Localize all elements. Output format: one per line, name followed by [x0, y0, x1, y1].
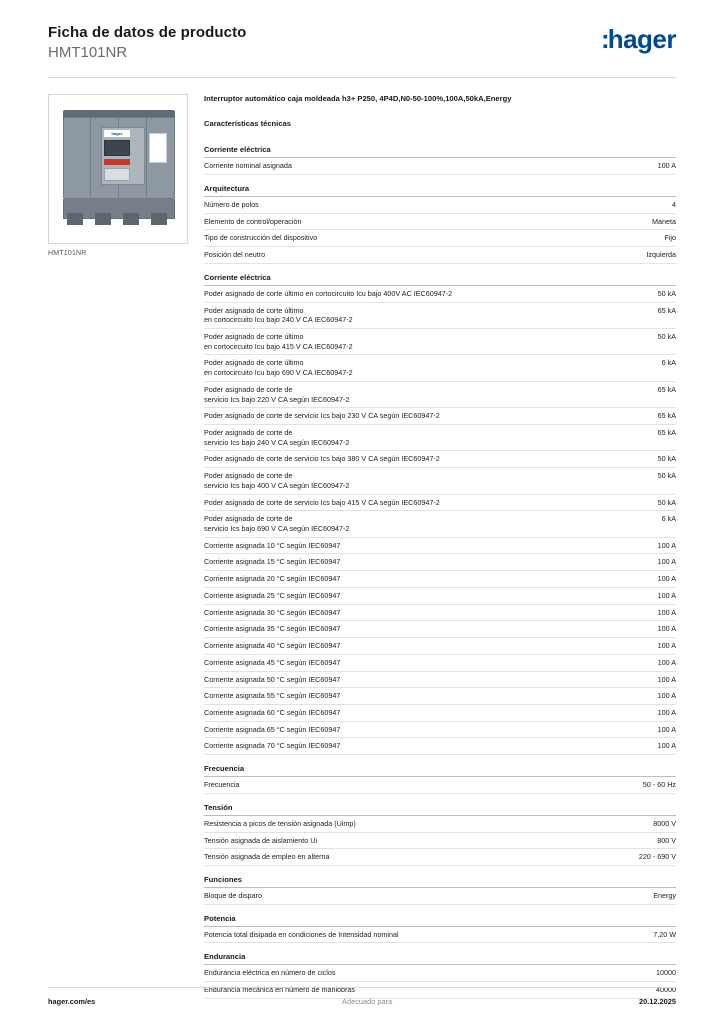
table-row	[204, 537, 676, 554]
spec-value: 100 A	[596, 621, 676, 638]
spec-value: 65 kA	[596, 408, 676, 425]
section-heading: Corriente eléctrica	[204, 145, 676, 158]
section-heading: Frecuencia	[204, 755, 676, 777]
table-row	[204, 408, 676, 425]
spec-label: Frecuencia	[204, 777, 596, 793]
breaker-side-label	[149, 133, 167, 163]
hager-logo	[601, 22, 676, 52]
table-row	[204, 654, 676, 671]
spec-label: Corriente asignada 50 °C según IEC60947	[204, 671, 596, 688]
spec-value: 100 A	[596, 587, 676, 604]
breaker-brand-label: hager	[104, 130, 130, 137]
table-row	[204, 425, 676, 451]
table-row	[204, 688, 676, 705]
spec-label: Corriente asignada 40 °C según IEC60947	[204, 638, 596, 655]
header-divider	[48, 77, 676, 78]
spec-label: Posición del neutro	[204, 247, 596, 264]
table-row	[204, 381, 676, 407]
table-row	[204, 302, 676, 328]
spec-label: Poder asignado de corte último en cortocircuito Icu bajo 240 V CA IEC60947-2	[204, 302, 596, 328]
spec-label: Corriente asignada 45 °C según IEC60947	[204, 654, 596, 671]
spec-label: Resistencia a picos de tensión asignada (Uimp)	[204, 816, 596, 832]
spec-value: 100 A	[596, 704, 676, 721]
table-row	[204, 777, 676, 793]
spec-label: Corriente asignada 10 °C según IEC60947	[204, 537, 596, 554]
spec-value: 100 A	[596, 738, 676, 755]
table-row	[204, 587, 676, 604]
spec-label: Corriente asignada 25 °C según IEC60947	[204, 587, 596, 604]
spec-table	[204, 888, 676, 905]
spec-label: Endurancia mecánica en número de maniobras	[204, 982, 596, 999]
table-row	[204, 571, 676, 588]
breaker-display-window	[104, 140, 130, 156]
spec-value: Izquierda	[596, 247, 676, 264]
table-row	[204, 511, 676, 537]
spec-value: 100 A	[596, 654, 676, 671]
product-image-column	[48, 94, 188, 999]
spec-value: 4	[596, 197, 676, 213]
breaker-terminal	[67, 213, 83, 225]
spec-label: Potencia total disipada en condiciones de Intensidad nominal	[204, 927, 596, 943]
spec-label: Tensión asignada de aislamiento Ui	[204, 832, 596, 849]
table-row	[204, 738, 676, 755]
page-content	[48, 94, 676, 999]
spec-label: Corriente nominal asignada	[204, 158, 596, 174]
spec-value: 100 A	[596, 604, 676, 621]
section-heading: Tensión	[204, 794, 676, 816]
spec-value: 40000	[596, 982, 676, 999]
spec-label: Corriente asignada 35 °C según IEC60947	[204, 621, 596, 638]
table-row	[204, 721, 676, 738]
spec-value: 100 A	[596, 158, 676, 174]
product-reference: HMT101NR	[48, 43, 128, 61]
spec-label: Poder asignado de corte último en cortocircuito Icu bajo 400V AC IEC60947-2	[204, 286, 596, 302]
circuit-breaker-illustration	[63, 117, 175, 221]
spec-value: 50 kA	[596, 286, 676, 302]
spec-value: 6 kA	[596, 511, 676, 537]
footer-date: 20.12.2025	[638, 997, 676, 1006]
breaker-terminal	[95, 213, 111, 225]
table-row	[204, 468, 676, 494]
spec-value: 220 - 690 V	[596, 849, 676, 866]
spec-label: Bloque de disparo	[204, 888, 596, 904]
spec-value: 100 A	[596, 671, 676, 688]
spec-label: Corriente asignada 70 °C según IEC60947	[204, 738, 596, 755]
spec-value: Energy	[596, 888, 676, 904]
spec-value: 65 kA	[596, 381, 676, 407]
technical-characteristics-heading: Características técnicas	[204, 119, 291, 129]
spec-value: 50 kA	[596, 328, 676, 354]
table-row	[204, 158, 676, 174]
spec-value: 65 kA	[596, 425, 676, 451]
spec-label: Poder asignado de corte de servicio Ics bajo 690 V CA según IEC60947-2	[204, 511, 596, 537]
spec-label: Corriente asignada 55 °C según IEC60947	[204, 688, 596, 705]
table-row	[204, 621, 676, 638]
spec-value: 100 A	[596, 688, 676, 705]
spec-value: 50 - 60 Hz	[596, 777, 676, 793]
spec-value: 100 A	[596, 721, 676, 738]
table-row	[204, 671, 676, 688]
table-row	[204, 888, 676, 904]
spec-value: 10000	[596, 965, 676, 981]
table-row	[204, 604, 676, 621]
spec-label: Corriente asignada 15 °C según IEC60947	[204, 554, 596, 571]
breaker-terminal	[123, 213, 139, 225]
spec-table	[204, 197, 676, 264]
page-footer	[48, 987, 676, 1006]
spec-label: Elemento de control/operación	[204, 213, 596, 230]
spec-value: Fijo	[596, 230, 676, 247]
spec-label: Tipo de construcción del dispositivo	[204, 230, 596, 247]
section-heading: Endurancia	[204, 943, 676, 965]
spec-value: 50 kA	[596, 468, 676, 494]
table-row	[204, 704, 676, 721]
section-heading: Potencia	[204, 905, 676, 927]
table-row	[204, 230, 676, 247]
spec-label: Corriente asignada 30 °C según IEC60947	[204, 604, 596, 621]
spec-value: 50 kA	[596, 494, 676, 511]
spec-value: Maneta	[596, 213, 676, 230]
section-heading: Funciones	[204, 866, 676, 888]
table-row	[204, 927, 676, 943]
spec-label: Poder asignado de corte último en cortocircuito Icu bajo 415 V CA IEC60947-2	[204, 328, 596, 354]
table-row	[204, 816, 676, 832]
table-row	[204, 554, 676, 571]
spec-label: Poder asignado de corte de servicio Ics bajo 240 V CA según IEC60947-2	[204, 425, 596, 451]
spec-table	[204, 286, 676, 755]
section-heading: Arquitectura	[204, 175, 676, 197]
table-row	[204, 451, 676, 468]
spec-column	[204, 94, 676, 999]
spec-value: 6 kA	[596, 355, 676, 381]
spec-table	[204, 777, 676, 794]
spec-label: Poder asignado de corte de servicio Ics bajo 230 V CA según IEC60947-2	[204, 408, 596, 425]
table-row	[204, 197, 676, 213]
page-header	[48, 22, 676, 77]
spec-value: 50 kA	[596, 451, 676, 468]
table-row	[204, 849, 676, 866]
table-row	[204, 494, 676, 511]
header-titles	[48, 22, 246, 63]
spec-value: 100 A	[596, 537, 676, 554]
product-image-caption: HMT101NR	[48, 249, 87, 257]
spec-label: Poder asignado de corte de servicio Ics bajo 415 V CA según IEC60947-2	[204, 494, 596, 511]
table-row	[204, 832, 676, 849]
spec-label: Poder asignado de corte de servicio Ics bajo 220 V CA según IEC60947-2	[204, 381, 596, 407]
product-image	[48, 94, 188, 244]
page-title: Ficha de datos de producto	[48, 24, 247, 41]
spec-label: Corriente asignada 65 °C según IEC60947	[204, 721, 596, 738]
footer-note: Adecuado para	[342, 997, 393, 1006]
spec-value: 7,20 W	[596, 927, 676, 943]
table-row	[204, 328, 676, 354]
table-row	[204, 355, 676, 381]
table-row	[204, 965, 676, 981]
spec-value: 100 A	[596, 571, 676, 588]
spec-label: Poder asignado de corte de servicio Ics bajo 380 V CA según IEC60947-2	[204, 451, 596, 468]
table-row	[204, 638, 676, 655]
spec-label: Número de polos	[204, 197, 596, 213]
breaker-seam	[90, 117, 91, 199]
breaker-seam	[146, 117, 147, 199]
logo-wordmark: hager	[607, 24, 676, 54]
breaker-trip-indicator	[104, 159, 130, 165]
spec-value: 800 V	[596, 832, 676, 849]
spec-value: 100 A	[596, 554, 676, 571]
spec-value: 65 kA	[596, 302, 676, 328]
table-row	[204, 247, 676, 264]
product-description: Interruptor automático caja moldeada h3+ P250, 4P4D,N0-50-100%,100A,50kA,Energy	[204, 93, 512, 103]
spec-table	[204, 158, 676, 175]
spec-label: Corriente asignada 20 °C según IEC60947	[204, 571, 596, 588]
breaker-handle	[104, 168, 130, 181]
spec-label: Corriente asignada 60 °C según IEC60947	[204, 704, 596, 721]
spec-label: Poder asignado de corte de servicio Ics bajo 400 V CA según IEC60947-2	[204, 468, 596, 494]
footer-website[interactable]: hager.com/es	[48, 997, 96, 1006]
logo-colon-icon: :	[601, 24, 608, 54]
section-heading: Corriente eléctrica	[204, 264, 676, 286]
spec-label: Tensión asignada de empleo en alterna	[204, 849, 596, 866]
spec-sections	[204, 145, 676, 999]
spec-label: Endurancia eléctrica en número de ciclos	[204, 965, 596, 981]
spec-table	[204, 927, 676, 944]
spec-table	[204, 816, 676, 866]
spec-value: 100 A	[596, 638, 676, 655]
table-row	[204, 213, 676, 230]
spec-label: Poder asignado de corte último en cortocircuito Icu bajo 690 V CA IEC60947-2	[204, 355, 596, 381]
spec-value: 8000 V	[596, 816, 676, 832]
breaker-terminal	[151, 213, 167, 225]
table-row	[204, 286, 676, 302]
